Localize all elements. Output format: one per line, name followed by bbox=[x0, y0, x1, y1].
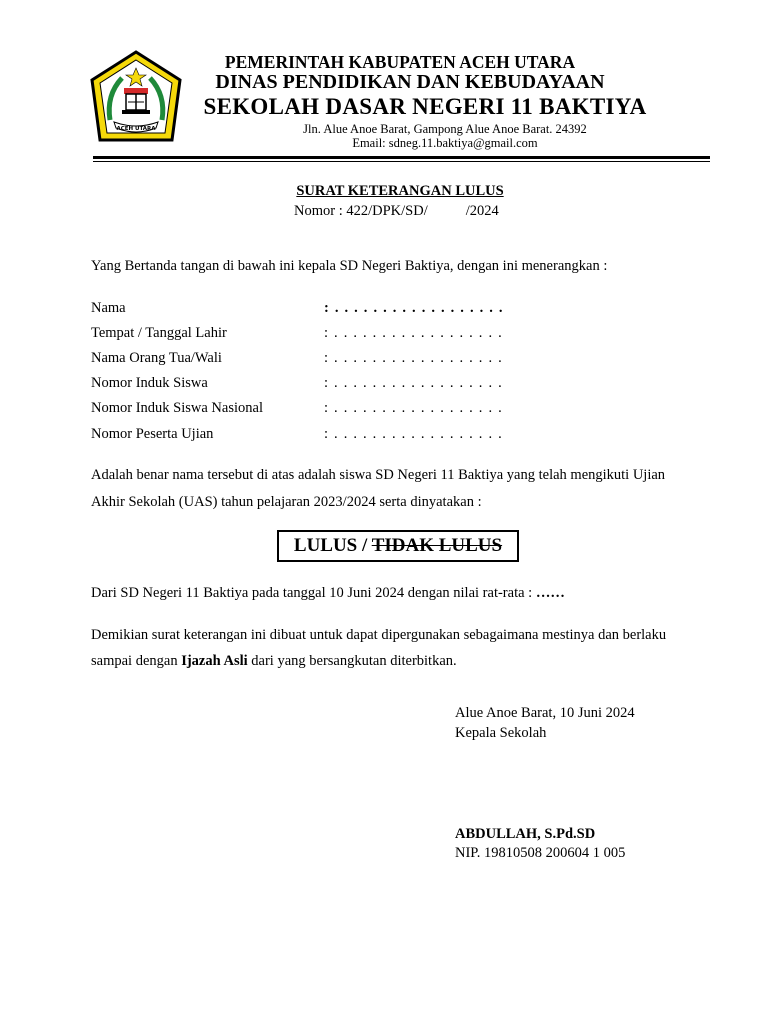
field-label-parent: Nama Orang Tua/Wali bbox=[91, 350, 222, 366]
field-label-nis: Nomor Induk Siswa bbox=[91, 375, 208, 391]
statement-line-1: Adalah benar nama tersebut di atas adalah siswa SD Negeri 11 Baktiya yang telah mengikuti Ujian bbox=[91, 467, 666, 483]
header-department: DINAS PENDIDIKAN DAN KEBUDAYAAN bbox=[215, 71, 605, 93]
document-title-wrap bbox=[0, 183, 768, 200]
field-value-parent: : . . . . . . . . . . . . . . . . . . bbox=[324, 350, 503, 366]
header-government: PEMERINTAH KABUPATEN ACEH UTARA bbox=[224, 52, 576, 72]
field-value-exam-number: : . . . . . . . . . . . . . . . . . . bbox=[324, 426, 503, 442]
closing-line-2 bbox=[91, 653, 457, 670]
signature-name: ABDULLAH, S.Pd.SD bbox=[455, 826, 596, 842]
header-divider-thick bbox=[93, 156, 710, 159]
score-value: …… bbox=[535, 585, 565, 601]
document-number bbox=[294, 203, 499, 220]
document-number-suffix: /2024 bbox=[465, 203, 499, 219]
header-divider-thin bbox=[93, 161, 710, 162]
field-value-nis: : . . . . . . . . . . . . . . . . . . bbox=[324, 375, 503, 391]
signature-place-date: Alue Anoe Barat, 10 Juni 2024 bbox=[455, 705, 635, 721]
field-label-ttl: Tempat / Tanggal Lahir bbox=[91, 325, 227, 341]
field-value-nama: : . . . . . . . . . . . . . . . . . . bbox=[324, 300, 504, 316]
result-box bbox=[277, 530, 519, 562]
document-title: SURAT KETERANGAN LULUS bbox=[296, 183, 504, 199]
intro-paragraph: Yang Bertanda tangan di bawah ini kepala SD Negeri Baktiya, dengan ini menerangkan : bbox=[91, 258, 608, 274]
score-text: Dari SD Negeri 11 Baktiya pada tanggal 10 Juni 2024 dengan nilai rat-rata : bbox=[91, 585, 536, 601]
signature-position: Kepala Sekolah bbox=[455, 725, 547, 741]
result-pass: LULUS / bbox=[293, 535, 372, 556]
statement-line-2: Akhir Sekolah (UAS) tahun pelajaran 2023/2024 serta dinyatakan : bbox=[91, 494, 482, 510]
signature-nip: NIP. 19810508 200604 1 005 bbox=[455, 845, 626, 861]
closing-line-2-pre: sampai dengan bbox=[91, 653, 182, 669]
header-address: Jln. Alue Anoe Barat, Gampong Alue Anoe Barat. 24392 bbox=[303, 122, 587, 136]
score-line bbox=[91, 585, 565, 602]
field-value-nisn: : . . . . . . . . . . . . . . . . . . bbox=[324, 400, 503, 416]
header-email: Email: sdneg.11.baktiya@gmail.com bbox=[352, 136, 538, 150]
document-number-prefix: Nomor : 422/DPK/SD/ bbox=[294, 203, 428, 219]
field-label-exam-number: Nomor Peserta Ujian bbox=[91, 426, 214, 442]
field-label-nama: Nama bbox=[91, 300, 126, 316]
header-school-name: SEKOLAH DASAR NEGERI 11 BAKTIYA bbox=[203, 94, 647, 119]
closing-line-1: Demikian surat keterangan ini dibuat untuk dapat dipergunakan sebagaimana mestinya dan berlaku bbox=[91, 627, 667, 643]
field-value-ttl: : . . . . . . . . . . . . . . . . . . bbox=[324, 325, 503, 341]
result-fail-struck: TIDAK LULUS bbox=[371, 535, 503, 556]
logo-caption: ACEH UTARA bbox=[116, 126, 156, 132]
field-label-nisn: Nomor Induk Siswa Nasional bbox=[91, 400, 263, 416]
closing-line-2-bold: Ijazah Asli bbox=[181, 653, 248, 669]
closing-line-2-post: dari yang bersangkutan diterbitkan. bbox=[247, 653, 457, 669]
